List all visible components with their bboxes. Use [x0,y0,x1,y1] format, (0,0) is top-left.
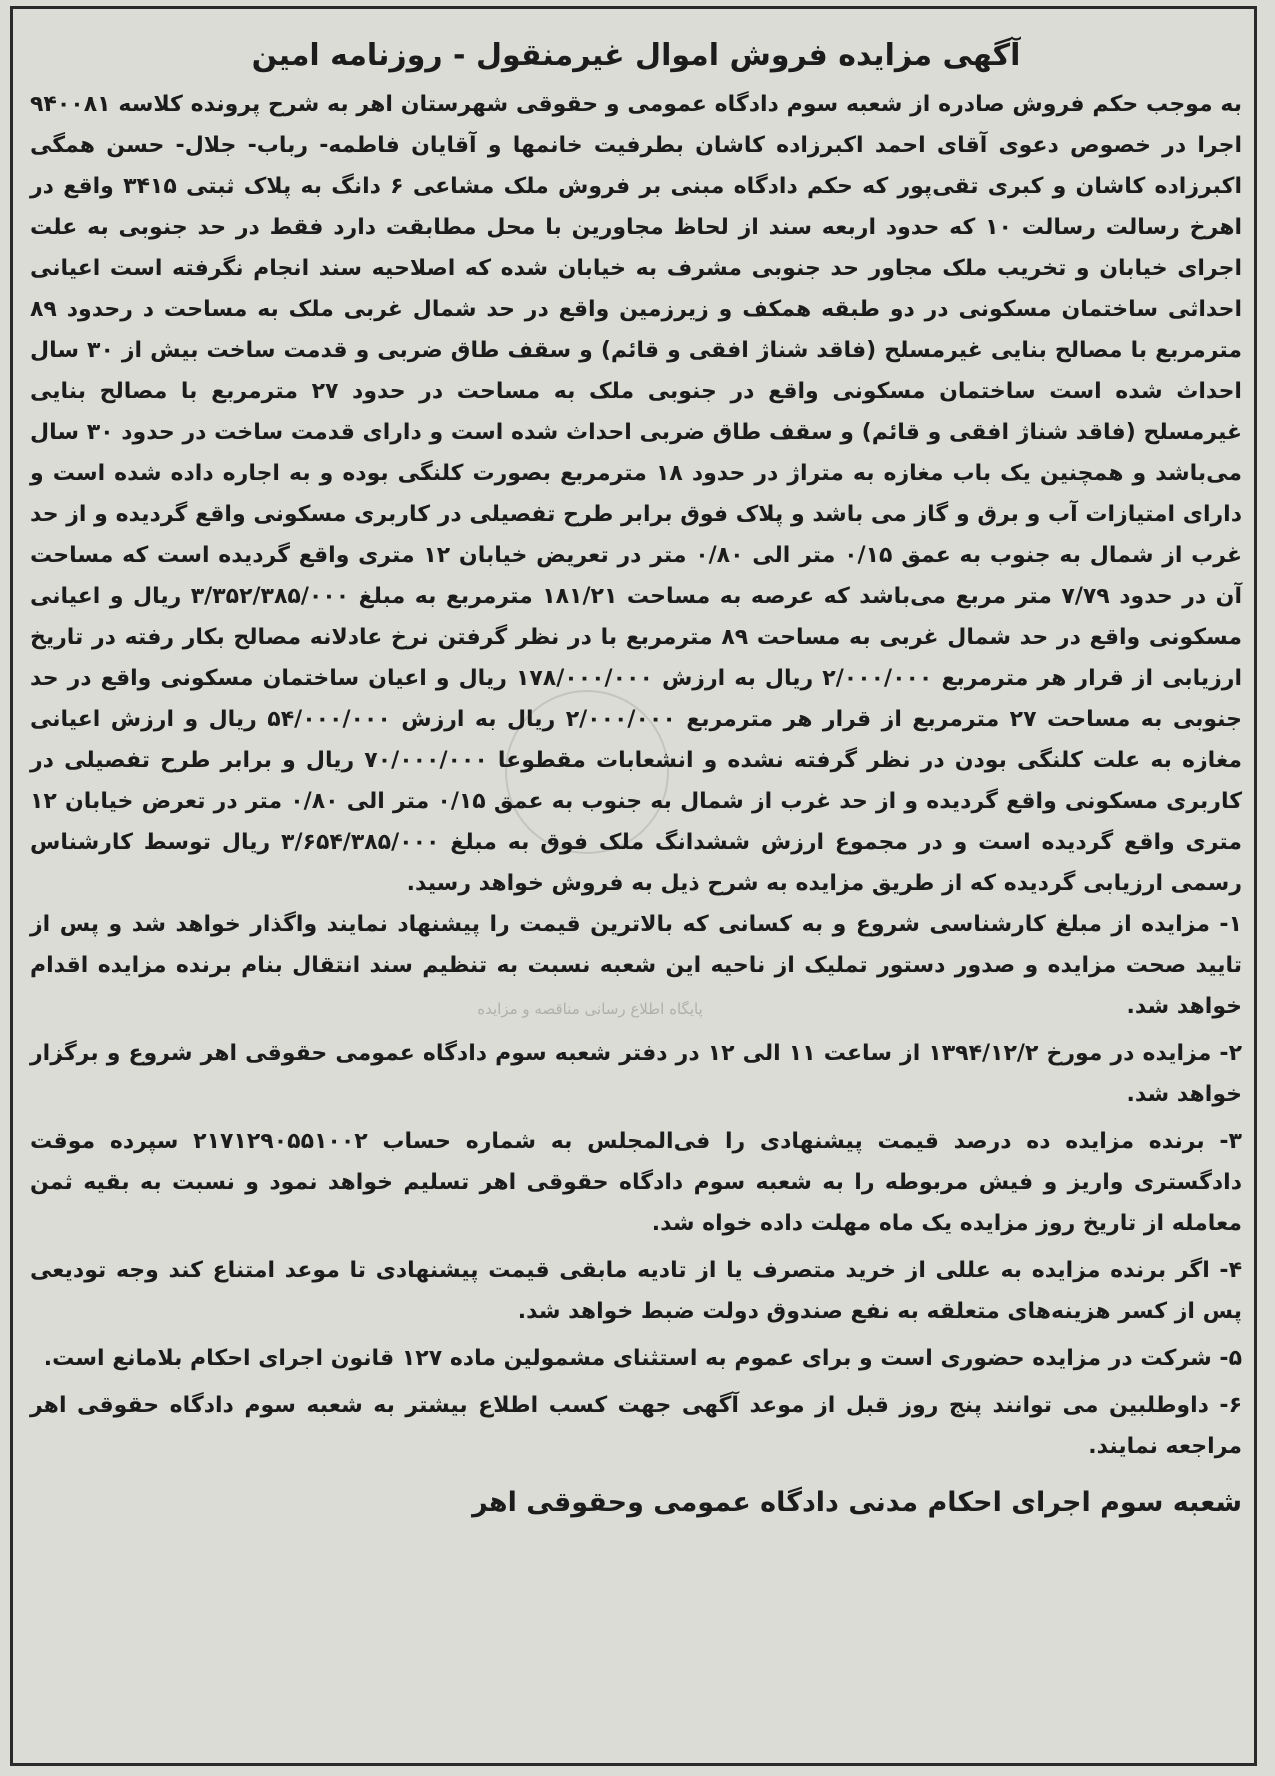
condition-item: ۲- مزایده در مورخ ۱۳۹۴/۱۲/۲ از ساعت ۱۱ الی ۱۲ در دفتر شعبه سوم دادگاه عمومی حقوقی اهر شروع و برگزار خواهد شد. [30,1041,1242,1107]
conditions-list [30,904,1242,1467]
condition-item: ۳- برنده مزایده ده درصد قیمت پیشنهادی را فی‌المجلس به شماره حساب ۲۱۷۱۲۹۰۵۵۱۰۰۲ سپرده موقت دادگستری واریز و فیش مربوطه را به شعبه سوم دادگاه حقوقی اهر تسلیم خواهد نمود و نسبت به بقیه ثمن معامله از تاریخ روز مزایده یک ماه مهلت داده خواه شد. [30,1129,1242,1236]
condition-item: ۶- داوطلبین می توانند پنج روز قبل از موعد آگهی جهت کسب اطلاع بیشتر به شعبه سوم دادگاه حقوقی اهر مراجعه نمایند. [30,1393,1242,1459]
issuing-authority-signature: شعبه سوم اجرای احکام مدنی دادگاه عمومی وحقوقی اهر [472,1487,1242,1518]
watermark-text: پایگاه اطلاع رسانی مناقصه و مزایده [477,1000,703,1018]
notice-title: آگهی مزایده فروش اموال غیرمنقول - روزنامه امین [251,38,1021,73]
condition-item: ۱- مزایده از مبلغ کارشناسی شروع و به کسانی که بالاترین قیمت را پیشنهاد نمایند واگذار خواهد شد و پس از تایید صحت مزایده و صدور دستور تملیک از ناحیه این شعبه نسبت به تنظیم سند انتقال بنام برنده مزایده اقدام خواهد شد. [30,912,1242,1019]
condition-item: ۵- شرکت در مزایده حضوری است و برای عموم به استثنای مشمولین ماده ۱۲۷ قانون اجرای احکام بلامانع است. [43,1346,1242,1371]
notice-body [30,34,1242,1525]
condition-item: ۴- اگر برنده مزایده به عللی از خرید متصرف یا از تادیه مابقی قیمت پیشنهادی تا موعد امتناع کند وجه تودیعی پس از کسر هزینه‌های متعلقه به نفع صندوق دولت ضبط خواهد شد. [30,1258,1242,1324]
notice-intro-paragraph: به موجب حکم فروش صادره از شعبه سوم دادگاه عمومی و حقوقی شهرستان اهر به شرح پرونده کلاسه ۹۴۰۰۸۱ اجرا در خصوص دعوی آقای احمد اکبرزاده کاشان بطرفیت خانمها و آقایان فاطمه- رباب- جلال- حسن همگی اکبرزاده کاشان و کبری تقی‌پور که حکم دادگاه مبنی بر فروش ملک مشاعی ۶ دانگ به پلاک ثبتی ۳۴۱۵ واقع در اهرخ رسالت رسالت ۱۰ که حدود اربعه سند از لحاظ مجاورین با محل مطابقت دارد فقط در حد جنوبی به علت اجرای خیابان و تخریب ملک مجاور حد جنوبی مشرف به خیابان شده که اصلاحیه سند انجام نگرفته است اعیانی احداثی ساختمان مسکونی در دو طبقه همکف و زیرزمین واقع در حد شمال غربی ملک به مساحت د رحدود ۸۹ مترمربع با مصالح بنایی غیرمسلح (فاقد شناژ افقی و قائم) و سقف طاق ضربی و قدمت ساخت بیش از ۳۰ سال احداث شده است ساختمان مسکونی واقع در جنوبی ملک به مساحت در حدود ۲۷ مترمربع با مصالح بنایی غیرمسلح (فاقد شناژ افقی و قائم) و سقف طاق ضربی احداث شده است و دارای قدمت ساخت در حدود ۳۰ سال می‌باشد و همچنین یک باب مغازه به متراژ در حدود ۱۸ مترمربع بصورت کلنگی بوده و به اجاره داده شده است و دارای امتیازات آب و برق و گاز می باشد و پلاک فوق برابر طرح تفصیلی در کاربری مسکونی واقع گردیده و از حد غرب از شمال به جنوب به عمق ۰/۱۵ متر الی ۰/۸۰ متر در تعریض خیابان ۱۲ متری واقع گردیده است که مساحت آن در حدود ۷/۷۹ متر مربع می‌باشد که عرصه به مساحت ۱۸۱/۲۱ مترمربع به مبلغ ۳/۳۵۲/۳۸۵/۰۰۰ ریال و اعیانی مسکونی واقع در حد شمال غربی به مساحت ۸۹ مترمربع با در نظر گرفتن نرخ عادلانه مصالح بکار رفته در تاریخ ارزیابی از قرار هر مترمربع ۲/۰۰۰/۰۰۰ ریال به ارزش ۱۷۸/۰۰۰/۰۰۰ ریال و اعیان ساختمان مسکونی واقع در حد جنوبی به مساحت ۲۷ مترمربع از قرار هر مترمربع ۲/۰۰۰/۰۰۰ ریال به ارزش ۵۴/۰۰۰/۰۰۰ ریال و ارزش اعیانی مغازه به علت کلنگی بودن در نظر گرفته نشده و انشعابات مقطوعا ۷۰/۰۰۰/۰۰۰ ریال و برابر طرح تفصیلی در کاربری مسکونی واقع گردیده و از حد غرب از شمال به جنوب به عمق ۰/۱۵ متر الی ۰/۸۰ متر در تعرض خیابان ۱۲ متری واقع گردیده است و در مجموع ارزش ششدانگ ملک فوق به مبلغ ۳/۶۵۴/۳۸۵/۰۰۰ ریال توسط کارشناس رسمی ارزیابی گردیده که از طریق مزایده به شرح ذیل به فروش خواهد رسید. [30,92,1243,896]
